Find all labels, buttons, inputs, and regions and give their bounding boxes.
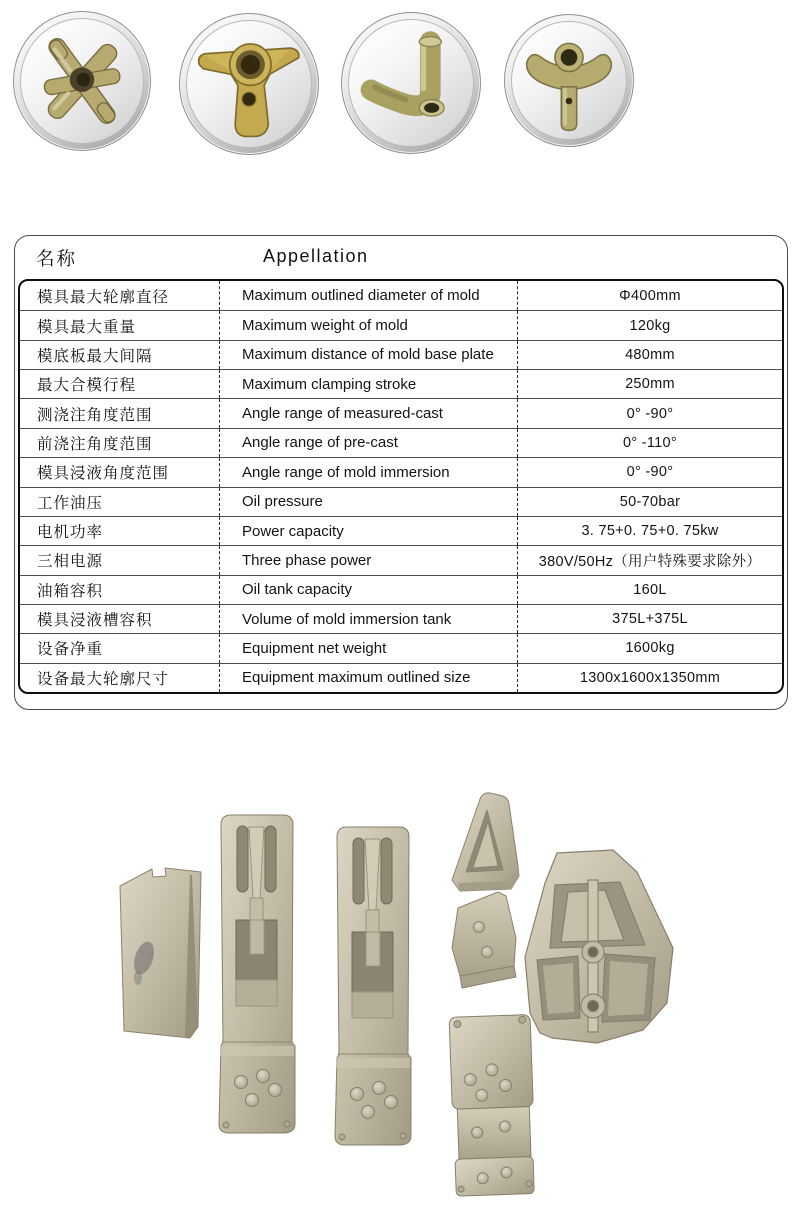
header-name-zh: 名称: [36, 248, 78, 269]
spec-value: 160L: [633, 581, 667, 598]
spec-name-en: Maximum outlined diameter of mold: [220, 281, 518, 310]
header-name-en: Appellation: [263, 246, 369, 266]
tri-arm-hub-casting-image: [180, 14, 318, 154]
spec-name-zh: 模具最大重量: [20, 311, 220, 339]
medallion-elbow-pipe-casting: [341, 12, 481, 154]
spec-name-en: Equipment maximum outlined size: [220, 664, 518, 692]
casting-bump-plate: [449, 1015, 536, 1197]
table-row: [20, 369, 782, 398]
spec-value: 375L+375L: [612, 611, 688, 628]
elbow-pipe-casting-image: [342, 13, 480, 153]
casting-flat-plate: [120, 868, 201, 1038]
table-row: [20, 633, 782, 662]
spec-name-zh: 电机功率: [20, 517, 220, 545]
spec-value: 50-70bar: [619, 493, 681, 510]
spec-name-zh: 设备最大轮廓尺寸: [20, 664, 220, 692]
spec-table-body: [18, 279, 784, 694]
spec-value: 0° -90°: [626, 405, 674, 422]
spec-name-en: Oil tank capacity: [220, 576, 518, 604]
spec-value: 120kg: [629, 317, 671, 334]
spec-name-zh: 模底板最大间隔: [20, 341, 220, 369]
casting-trapezoid-block: [452, 892, 516, 988]
spec-value: 1600kg: [625, 640, 675, 657]
spec-value: Φ400mm: [619, 287, 681, 304]
spec-name-zh: 油箱容积: [20, 576, 220, 604]
table-row: [20, 487, 782, 516]
spec-value: 0° -110°: [622, 434, 678, 451]
spec-value: 480mm: [625, 346, 675, 363]
table-row: [20, 340, 782, 369]
spec-name-en: Angle range of mold immersion: [220, 458, 518, 486]
spec-value: 0° -90°: [626, 464, 674, 481]
casting-triangle-wedge: [452, 793, 519, 891]
spec-name-zh: 最大合模行程: [20, 370, 220, 398]
medallion-crescent-stem-casting: [504, 14, 634, 147]
table-row: [20, 457, 782, 486]
spec-name-zh: 设备净重: [20, 634, 220, 662]
spec-value: 1300x1600x1350mm: [579, 669, 721, 686]
spec-value: 380V/50Hz（用户特殊要求除外）: [538, 553, 762, 570]
spec-name-zh: 模具最大轮廓直径: [20, 281, 220, 310]
table-row: [20, 516, 782, 545]
spec-value: 3. 75+0. 75+0. 75kw: [581, 523, 719, 540]
spec-name-en: Oil pressure: [220, 488, 518, 516]
spec-name-en: Three phase power: [220, 546, 518, 574]
spec-name-en: Maximum weight of mold: [220, 311, 518, 339]
spec-name-zh: 模具浸液角度范围: [20, 458, 220, 486]
casting-long-bar-1: [219, 815, 295, 1133]
casting-long-bar-2: [335, 827, 411, 1145]
spec-name-en: Power capacity: [220, 517, 518, 545]
spec-name-en: Angle range of pre-cast: [220, 429, 518, 457]
spec-name-zh: 测浇注角度范围: [20, 399, 220, 427]
spec-name-en: Maximum distance of mold base plate: [220, 341, 518, 369]
spec-table-header: [15, 236, 787, 279]
medallion-cross-pipe-casting: [13, 11, 151, 151]
table-row: [20, 604, 782, 633]
spec-name-en: Angle range of measured-cast: [220, 399, 518, 427]
medallion-tri-arm-hub-casting: [179, 13, 319, 155]
crescent-stem-casting-image: [505, 15, 633, 146]
table-row: [20, 281, 782, 310]
table-row: [20, 398, 782, 427]
table-row: [20, 545, 782, 574]
spec-name-en: Equipment net weight: [220, 634, 518, 662]
spec-value: 250mm: [625, 376, 675, 393]
table-row: [20, 663, 782, 692]
spec-table: [14, 235, 788, 710]
spec-name-en: Volume of mold immersion tank: [220, 605, 518, 633]
casting-octagon-shield: [525, 850, 673, 1043]
table-row: [20, 428, 782, 457]
spec-name-zh: 三相电源: [20, 546, 220, 574]
spec-name-zh: 前浇注角度范围: [20, 429, 220, 457]
spec-name-zh: 工作油压: [20, 488, 220, 516]
cross-pipe-casting-image: [14, 12, 150, 150]
table-row: [20, 575, 782, 604]
spec-name-en: Maximum clamping stroke: [220, 370, 518, 398]
castings-photo: [100, 780, 800, 1200]
table-row: [20, 310, 782, 339]
spec-name-zh: 模具浸液槽容积: [20, 605, 220, 633]
